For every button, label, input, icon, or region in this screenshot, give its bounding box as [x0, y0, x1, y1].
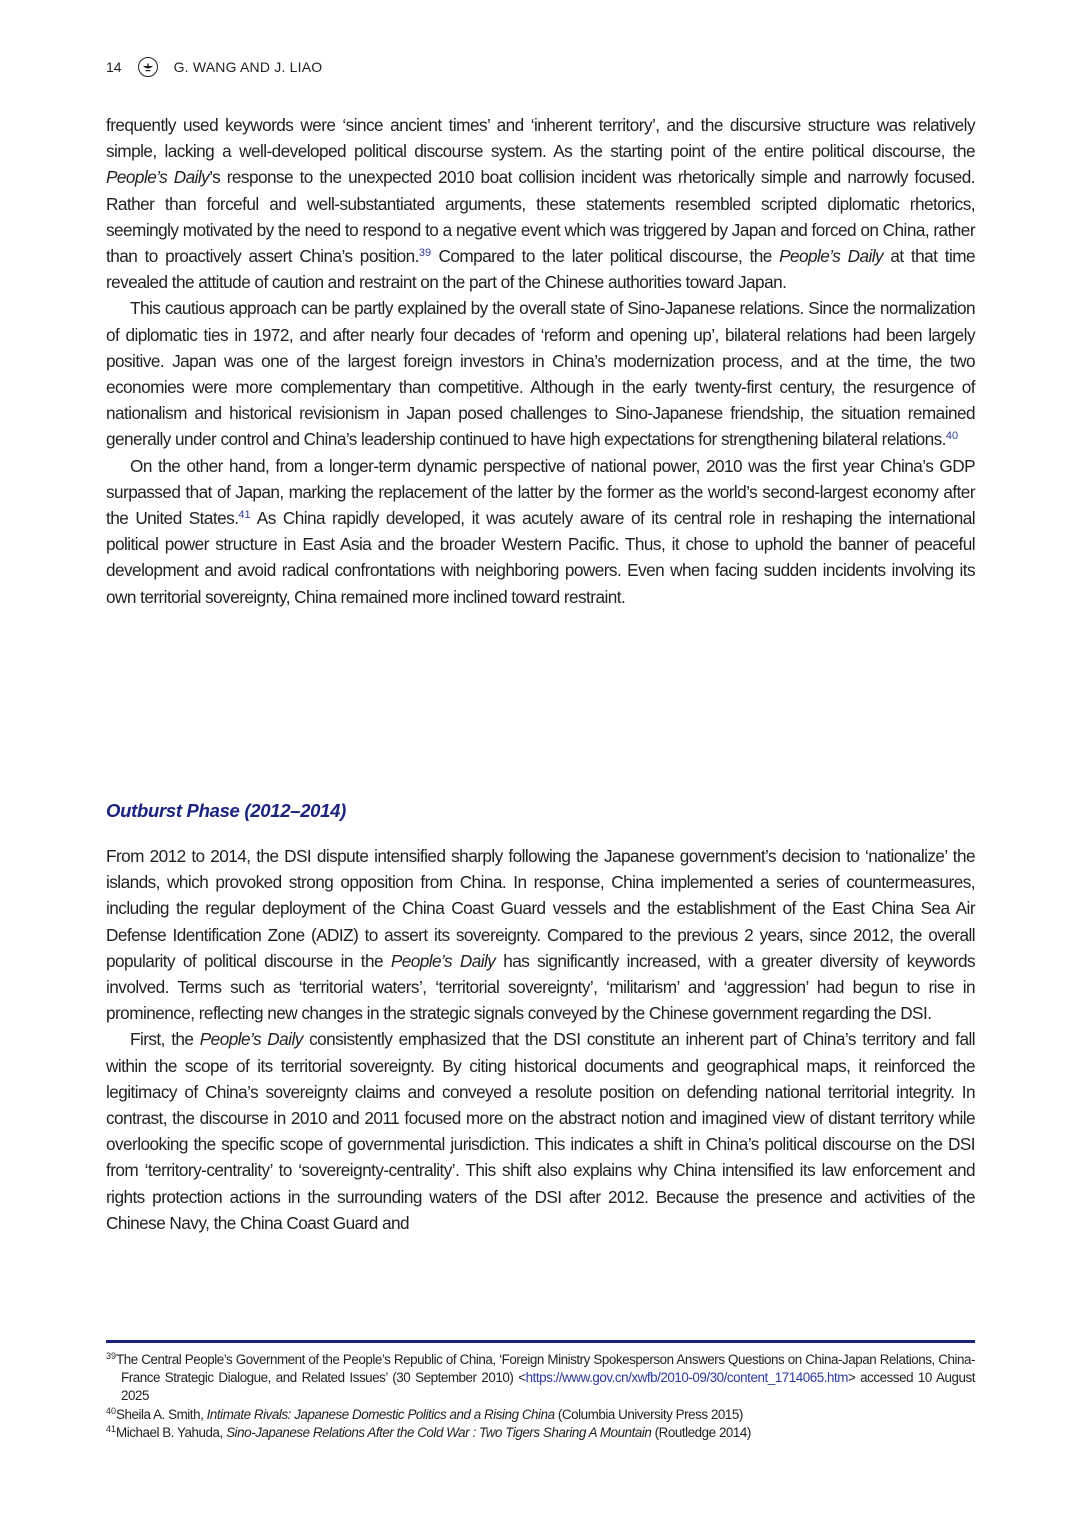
text-run: As China rapidly developed, it was acutely aware of its central role in reshaping the international political power structure in East Asia and the broader Western Pacific. Thus, it chose to uphold the banner of peaceful development and avoid radical confrontations with neighboring powers. Even when facing sudden incidents involving its own territorial sovereignty, China remained more inclined toward restraint.: [106, 508, 975, 607]
text-run: First, the: [130, 1029, 200, 1050]
body-text-section-1: [106, 112, 975, 610]
body-text-section-2: [106, 843, 975, 1236]
journal-lamp-logo-icon: [138, 57, 158, 77]
footnote-reference[interactable]: 40: [945, 430, 959, 443]
italic-title: People’s Daily: [199, 1029, 303, 1050]
paragraph: [106, 843, 975, 1026]
footnote-41: [106, 1424, 975, 1442]
text-run: has significantly increased, with a greater diversity of keywords involved. Terms such as ‘territorial waters’, ‘territorial sovereignty’, ‘militarism’ and ‘aggression’ had begun to rise in prominence, reflecting new changes in the strategic signals conveyed by the Chinese government regarding the DSI.: [106, 950, 976, 1024]
text-run: > accessed 10 August 2025: [121, 1370, 976, 1404]
italic-title: People’s Daily: [106, 167, 210, 188]
text-run: This cautious approach can be partly explained by the overall state of Sino-Japanese relations. Since the normalization of diplomatic ties in 1972, and after nearly four decades of ‘reform and opening up’, bilateral relations had been largely positive. Japan was one of the largest foreign investors in China’s modernization process, and at the time, the two economies were more complementary than competitive. Although in the early twenty-first century, the resurgence of nationalism and historical revisionism in Japan posed challenges to Sino-Japanese friendship, the situation remained generally under control and China’s leadership continued to have high expectations for strengthening bilateral relations.: [106, 298, 975, 450]
footnote-url-link[interactable]: https://www.gov.cn/xwfb/2010-09/30/content_1714065.htm: [525, 1370, 848, 1386]
footnote-number: 40: [106, 1405, 117, 1416]
italic-title: Sino-Japanese Relations After the Cold War : Two Tigers Sharing A Mountain: [226, 1424, 652, 1440]
text-run: frequently used keywords were ‘since ancient times’ and ‘inherent territory’, and the discursive structure was relatively simple, lacking a well-developed political discourse system. As the starting point of the entire political discourse, the: [106, 115, 975, 162]
page-number: 14: [106, 59, 122, 75]
footnote-40: [106, 1406, 975, 1424]
italic-title: People’s Daily: [390, 950, 496, 971]
paragraph: [106, 1026, 975, 1236]
text-run: ’s response to the unexpected 2010 boat collision incident was rhetorically simple and narrowly focused. Rather than forceful and well-substantiated arguments, these statements resembled scripted diplomatic rhetorics, seemingly motivated by the need to respond to a negative event which was triggered by Japan and forced on China, rather than to proactively assert China’s position.: [106, 167, 975, 267]
section-heading: Outburst Phase (2012–2014): [106, 800, 347, 821]
paragraph: [106, 295, 975, 452]
running-head-authors: G. WANG AND J. LIAO: [173, 59, 323, 75]
text-run: Michael B. Yahuda,: [116, 1424, 227, 1440]
text-run: (Routledge 2014): [651, 1424, 751, 1440]
italic-title: Intimate Rivals: Japanese Domestic Politics and a Rising China: [206, 1406, 555, 1422]
paragraph: [106, 453, 975, 610]
footnote-number: 39: [106, 1351, 117, 1361]
text-run: On the other hand, from a longer-term dynamic perspective of national power, 2010 was the first year China’s GDP surpassed that of Japan, marking the replacement of the latter by the former as the world’s second-largest economy after the United States.: [106, 455, 975, 529]
footnote-39: [106, 1351, 975, 1406]
footnote-number: 41: [106, 1423, 117, 1434]
footnote-reference[interactable]: 41: [238, 509, 251, 522]
text-run: consistently emphasized that the DSI constitute an inherent part of China’s territory and fall within the scope of its territorial sovereignty. By citing historical documents and geographical maps, it reinforced the legitimacy of China’s sovereignty claims and conveyed a resolute position on defending national territorial integrity. In contrast, the discourse in 2010 and 2011 focused more on the abstract notion and imagined view of distant territory while overlooking the specific scope of governmental jurisdiction. This indicates a shift in China’s political discourse on the DSI from ‘territory-centrality’ to ‘sovereignty-centrality’. This shift also explains why China intensified its law enforcement and rights protection actions in the surrounding waters of the DSI after 2012. Because the presence and activities of the Chinese Navy, the China Coast Guard and: [106, 1029, 975, 1233]
footnotes: [106, 1351, 975, 1442]
footnote-divider: [106, 1340, 975, 1343]
paragraph: [106, 112, 975, 295]
text-run: at that time revealed the attitude of caution and restraint on the part of the Chinese authorities toward Japan.: [106, 246, 975, 293]
text-run: The Central People’s Government of the People’s Republic of China, ‘Foreign Ministry Spokesperson Answers Questions on China-Japan Relations, China-France Strategic Dialogue, and Related Issues’ (30 September 2010) <: [116, 1352, 975, 1386]
text-run: Compared to the later political discourse, the: [431, 246, 780, 267]
text-run: (Columbia University Press 2015): [554, 1406, 743, 1422]
text-run: From 2012 to 2014, the DSI dispute intensified sharply following the Japanese government’s decision to ‘nationalize’ the islands, which provoked strong opposition from China. In response, China implemented a series of countermeasures, including the regular deployment of the China Coast Guard vessels and the establishment of the East China Sea Air Defense Identification Zone (ADIZ) to assert its sovereignty. Compared to the previous 2 years, since 2012, the overall popularity of political discourse in the: [106, 846, 975, 971]
italic-title: People’s Daily: [779, 246, 884, 267]
running-head: [106, 56, 322, 78]
footnote-reference[interactable]: 39: [418, 247, 432, 260]
text-run: Sheila A. Smith,: [116, 1406, 207, 1422]
